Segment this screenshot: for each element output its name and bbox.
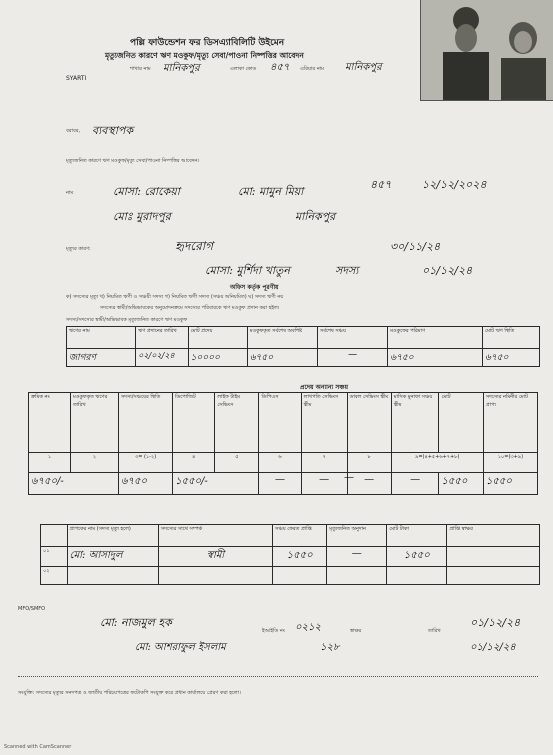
office-note-2: সদস্যের স্বামী/অভিভাবকের অনুমোদনক্রমে সদস্যের পরিবারকে ঋণ মওকুফ প্রদান করা হইল। <box>100 305 280 311</box>
bm-name: মো: নাজমুল হক <box>100 616 172 629</box>
bm-date-label: তারিখ <box>428 628 441 634</box>
rec-row-no-1: ০১ <box>41 547 68 567</box>
rec-header-savings: সঞ্চয় ফেরত প্রাপ্তি <box>273 525 327 547</box>
office-note-1: ক) সদস্যের মৃত্যু খ) নিয়মিত ঋণী ও সঞ্চয়ী সদস্য গ) নিয়মিত ঋণী সদস্য (সঞ্চয় অনিয়মিত) ঘ) সদস্য ঋণী নয় <box>66 294 284 300</box>
pay-num-3: ৪ <box>173 453 215 473</box>
loan-header-savings: সর্বশেষ সঞ্চয় <box>317 327 387 349</box>
branch-label: শাখার নাম <box>130 66 151 72</box>
rec-relation: স্বামী <box>158 547 272 567</box>
pay-num-7: ৮ <box>347 453 391 473</box>
loan-table <box>66 326 540 367</box>
verify-date: ০১/১২/২৪ <box>422 264 473 277</box>
loan-cell-waiver: ৬৭৫০ <box>388 349 483 367</box>
signature-dotted-line <box>18 676 538 677</box>
office-label: এলাকা কোড <box>230 66 257 72</box>
name-label: নাম <box>66 190 74 196</box>
rec-total: ১৫৫০ <box>387 547 447 567</box>
father-value: মো: মামুন মিয়া <box>238 185 304 198</box>
pay-num-1: ২ <box>70 453 118 473</box>
area-label: এরিয়ার নাম <box>300 66 324 72</box>
loan-header-total: মোট প্রদেয় <box>188 327 247 349</box>
loan-cell-balance: ৬৭৫০ <box>483 349 540 367</box>
pay-header-1: মওকুফকৃত ঋণের তারিখ <box>70 393 118 453</box>
bm-sign-label: স্বাক্ষর <box>350 628 362 634</box>
office-section-title: অফিস কর্তৃক পূরণীয় <box>230 284 279 291</box>
recipient-row <box>41 567 540 585</box>
cause-value: হৃদরোগ <box>175 239 214 253</box>
rec-header-total: মোট টাকা <box>387 525 447 547</box>
loan-cell-savings: — <box>317 349 387 367</box>
mfo-label: MFO/SMFO <box>18 606 46 612</box>
pay-val-2: ১৫৫০/- <box>173 473 259 495</box>
loan-cell-remaining: ৬৭৫০ <box>247 349 317 367</box>
pay-header-2: সদস্য/সঞ্চয়ের স্থিতি <box>119 393 173 453</box>
pay-header-5: ডিপিএস <box>259 393 301 453</box>
pay-header-10: সদস্যের নমিনীর মোট প্রাপ্য <box>483 393 537 453</box>
payment-table <box>28 392 538 495</box>
pay-header-8: মাসিক মুনাফা সঞ্চয় স্কীম <box>391 393 439 453</box>
form-number: SYARTI <box>66 75 87 82</box>
member-photo <box>420 0 553 101</box>
rec-savings: ১৫৫০ <box>273 547 327 567</box>
recipient-row <box>41 547 540 567</box>
scanner-watermark: Scanned with CamScanner <box>4 744 72 750</box>
rec-header-name: প্রাপকের নাম (সদস্য মৃত্যু হলে) <box>67 525 158 547</box>
bm-id-label: ইআইডি নং <box>262 628 285 634</box>
office-note-3: সদস্য/সদস্যের স্বামী/অভিভাবক মৃত্যুজনিত কারণে ঋণ মওকুফ <box>66 317 188 323</box>
form-subtitle: মৃত্যুজনিত কারণে ঋণ মওকুফ/মৃত্যু সেবা/পাওনা নিষ্পত্তির আবেদন <box>105 51 304 60</box>
footer-note: সংযুক্তি: সদস্যের মৃত্যুর সনদপত্র ও জাতীয় পরিচয়পত্রের ফটোকপি সংযুক্ত করে প্রধান কার্যালয়ে প্রেরণ করা হলো। <box>18 690 241 696</box>
loan-header-date: ঋণ প্রদানের তারিখ <box>136 327 188 349</box>
member-photo-image <box>421 0 553 100</box>
pay-header-6: লাখপতি সেভিংস স্কীম <box>301 393 347 453</box>
loan-header-waiver: মওকুফের পরিমাণ <box>388 327 483 349</box>
loan-header-remaining: মওকুফকৃত সর্বশেষ অবশিষ্ট <box>247 327 317 349</box>
pay-header-0: ক্রমিক নং <box>29 393 71 453</box>
rec-header-grant: মৃত্যুজনিত অনুদান <box>327 525 387 547</box>
cause-label: মৃত্যুর কারণ: <box>66 246 91 252</box>
loan-cell-total: ১০০০০ <box>188 349 247 367</box>
verify-name: মোসা: মুর্শিদা খাতুন <box>205 264 290 277</box>
member-no-value: ৪৫৭ <box>370 178 392 191</box>
loan-header-balance: মোট ঋণ স্থিতি <box>483 327 540 349</box>
am-name: মো: আশরাফুল ইসলাম <box>135 642 226 653</box>
pay-val-8: ১৫৫০ <box>439 473 483 495</box>
am-date-value: ০১/১২/২৪ <box>470 642 516 653</box>
pay-header-3: ডিপোজিট <box>173 393 215 453</box>
pay-val-0: ৬৭৫০/- <box>29 473 119 495</box>
pay-val-9: ১৫৫০ <box>483 473 537 495</box>
am-id-value: ১২৮ <box>320 642 340 653</box>
rec-name: মো: আসাদুল <box>67 547 158 567</box>
rec-header-relation: সদস্যের সাথে সম্পর্ক <box>158 525 272 547</box>
rec-row-no-2: ০২ <box>41 567 68 585</box>
death-date-value: ৩০/১১/২৪ <box>390 240 441 253</box>
org-title: পল্লি ফাউন্ডেশন ফর ডিসএ্যাবিলিটি উইমেন <box>130 38 285 48</box>
pay-header-7: ডাবল সেভিংস স্কীম <box>347 393 391 453</box>
pay-num-0: ১ <box>29 453 71 473</box>
body-text: মৃত্যুজনিত কারণে ঋণ মওকুফ/মৃত্যু সেবা/পাওনা নিষ্পত্তির আবেদন। <box>66 158 200 164</box>
pay-num-6: ৭ <box>301 453 347 473</box>
pay-val-1: ৬৭৫০ <box>119 473 173 495</box>
pay-num-9: ১০=(৩+৯) <box>483 453 537 473</box>
union-value: মানিকপুর <box>295 210 336 223</box>
recipient-table <box>40 524 540 585</box>
loan-row <box>67 349 540 367</box>
branch-value: মানিকপুর <box>163 63 200 74</box>
loan-header-name: ঋণের নাম <box>67 327 136 349</box>
rec-grant: — <box>327 547 387 567</box>
to-value: ব্যবস্থাপক <box>92 124 134 137</box>
pay-num-2: ৩= (১-২) <box>119 453 173 473</box>
to-label: বরাবর, <box>66 128 81 134</box>
verify-role: সদস্য <box>335 264 359 277</box>
pay-val-5: — <box>347 473 391 495</box>
village-value: মোঃ মুরাদপুর <box>113 210 171 223</box>
pay-val-4: — <box>301 473 347 495</box>
payment-number-row <box>29 453 538 473</box>
bm-id-value: ০২১২ <box>295 622 321 633</box>
payment-table-title: প্রদেয় অন্যান্য সঞ্চয় <box>300 384 349 391</box>
date-value: ১২/১২/২০২৪ <box>422 178 487 191</box>
pay-num-5: ৬ <box>259 453 301 473</box>
pay-val-7: — <box>344 472 354 483</box>
pay-header-4: লাইফ টাইম সেভিংস <box>215 393 259 453</box>
loan-cell-name: জাগরণ <box>67 349 136 367</box>
pay-val-3: — <box>259 473 301 495</box>
office-value: ৪৫৭ <box>270 62 290 73</box>
loan-cell-date: ০২/০২/২৪ <box>136 349 188 367</box>
pay-num-8: ৯=(৪+৫+৬+৭+৮) <box>391 453 483 473</box>
payment-value-row <box>29 473 538 495</box>
pay-header-9: মোট <box>439 393 483 453</box>
name-value: মোসা: রোকেয়া <box>113 185 180 198</box>
pay-val-6: — <box>391 473 439 495</box>
bm-date-value: ০১/১২/২৪ <box>470 616 521 629</box>
area-value: মানিকপুর <box>345 62 382 73</box>
rec-header-signature: প্রাপ্তি স্বাক্ষর <box>447 525 540 547</box>
pay-num-4: ৫ <box>215 453 259 473</box>
